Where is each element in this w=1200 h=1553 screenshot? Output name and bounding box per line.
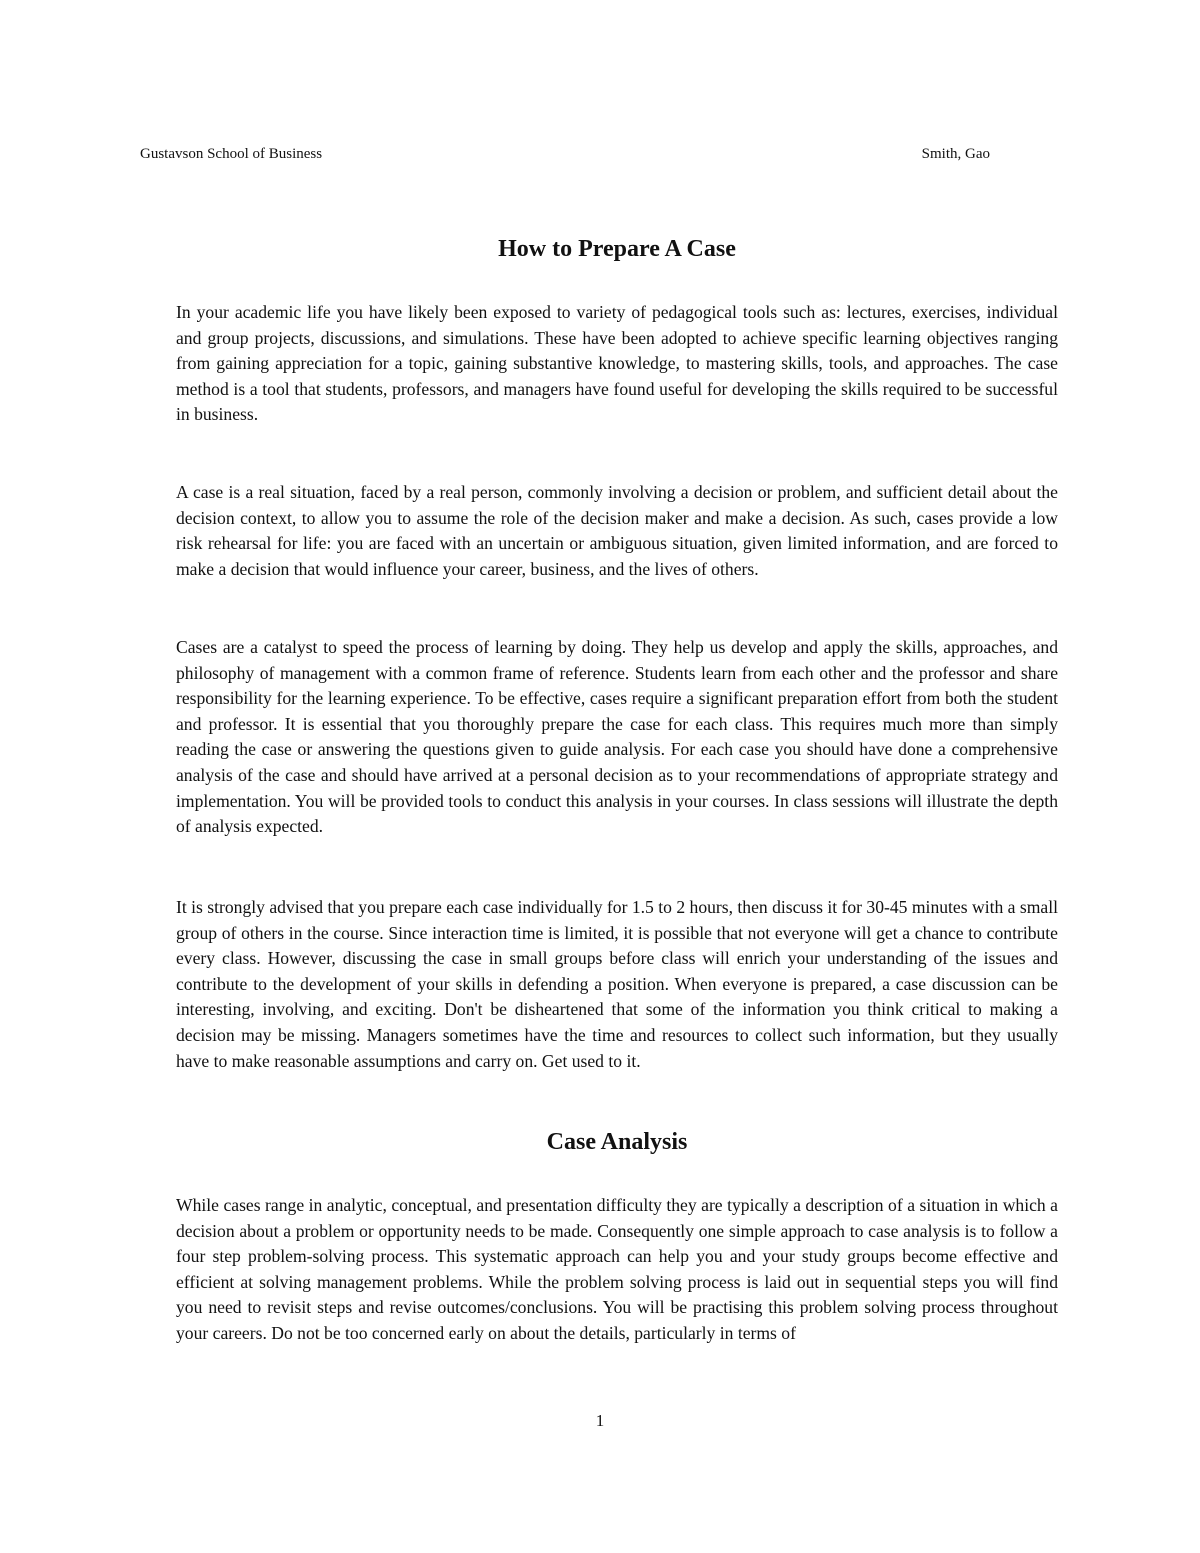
page-number: 1 [595,1411,605,1430]
header-school-name: Gustavson School of Business [140,146,323,162]
page-header [140,144,990,166]
paragraph-case-definition: A case is a real situation, faced by a real person, commonly involving a decision or problem, and sufficient detail about the decision context, to allow you to assume the role of the decision maker and make a decision. As such, cases provide a low risk rehearsal for life: you are faced with an uncertain or ambiguous situation, given limited information, and are forced to make a decision that would influence your career, business, and the lives of others. [176,482,1058,579]
header-authors: Smith, Gao [921,146,990,162]
paragraph-case-analysis: While cases range in analytic, conceptual, and presentation difficulty they are typically a description of a situation in which a decision about a problem or opportunity needs to be made. Consequently one simple approach to case analysis is to follow a four step problem-solving process. This systematic approach can help you and your study groups become effective and efficient at solving management problems. While the problem solving process is laid out in sequential steps you will find you need to revisit steps and revise outcomes/conclusions. You will be practising this problem solving process throughout your careers. Do not be too concerned early on about the details, particularly in terms of [176,1195,1058,1343]
section-heading-case-analysis: Case Analysis [546,1129,688,1155]
paragraph-preparation-advice: It is strongly advised that you prepare each case individually for 1.5 to 2 hours, then discuss it for 30-45 minutes with a small group of others in the course. Since interaction time is limited, it is possible that not everyone will get a chance to contribute every class. However, discussing the case in small groups before class will enrich your understanding of the issues and contribute to the development of your skills in defending a position. When everyone is prepared, a case discussion can be interesting, involving, and exciting. Don't be disheartened that some of the information you think critical to making a decision may be missing. Managers sometimes have the time and resources to collect such information, but they usually have to make reasonable assumptions and carry on. Get used to it. [176,897,1058,1071]
paragraph-case-catalyst: Cases are a catalyst to speed the process of learning by doing. They help us develop and apply the skills, approaches, and philosophy of management with a common frame of reference. Students learn from each other and the professor and share responsibility for the learning experience. To be effective, cases require a significant preparation effort from both the student and professor. It is essential that you thoroughly prepare the case for each class. This requires much more than simply reading the case or answering the questions given to guide analysis. For each case you should have done a comprehensive analysis of the case and should have arrived at a personal decision as to your recommendations of appropriate strategy and implementation. You will be provided tools to conduct this analysis in your courses. In class sessions will illustrate the depth of analysis expected. [176,637,1058,837]
paragraph-intro: In your academic life you have likely been exposed to variety of pedagogical tools such as: lectures, exercises, individual and group projects, discussions, and simulations. These have been adopted to achieve specific learning objectives ranging from gaining appreciation for a topic, gaining substantive knowledge, to mastering skills, tools, and approaches. The case method is a tool that students, professors, and managers have found useful for developing the skills required to be successful in business. [176,302,1058,425]
document-title: How to Prepare A Case [498,236,736,262]
